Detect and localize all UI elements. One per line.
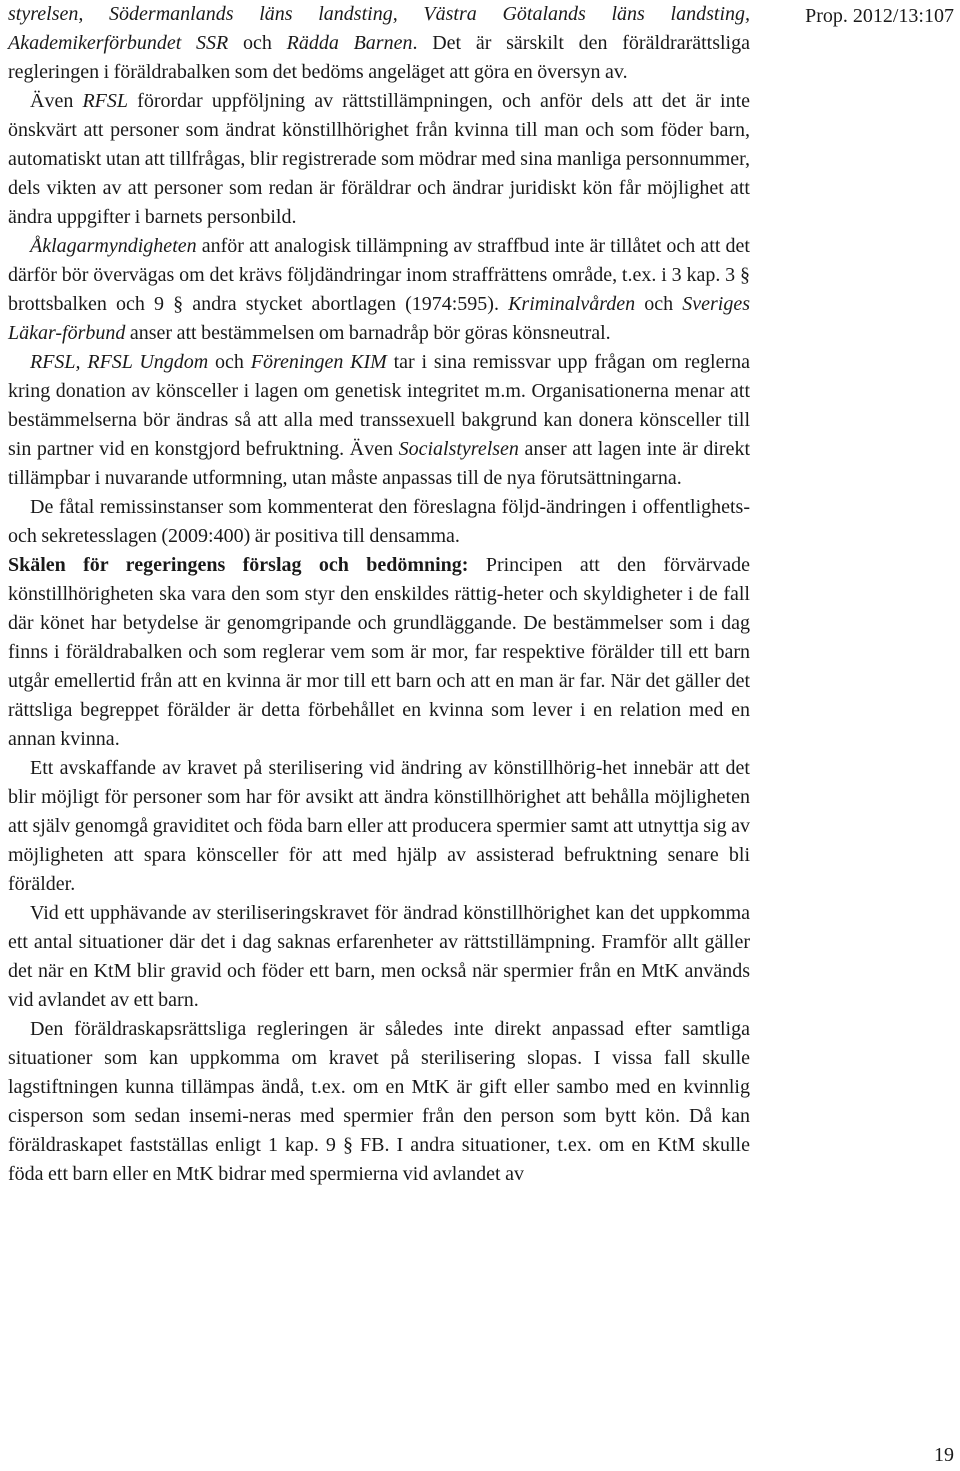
p7-text: Vid ett upphävande av steriliseringskravet för ändrad könstillhörighet kan det uppkomma ett antal situationer där det i dag saknas erfarenheter av rättstillämpning. Framför allt gäller det när en KtM blir gravid och föder ett barn, men också när spermier från en MtK används vid avlandet av ett barn.	[8, 902, 750, 1011]
p2-text-3: anser att bestämmelsen om barnadråp bör göras könsneutral.	[125, 322, 611, 344]
p2-text-2: och	[635, 293, 683, 315]
paragraph-2	[8, 232, 750, 348]
p4-text: De fåtal remissinstanser som kommenterat den föreslagna följd-ändringen i offentlighets- och sekretesslagen (2009:400) är positiva till densamma.	[8, 496, 750, 547]
p1-text-1: Även	[30, 90, 83, 112]
paragraph-6	[8, 754, 750, 899]
p3-text-2: tar i sina remissvar upp frågan om reglerna kring donation av könsceller i lagen om genetisk integritet m.m. Organisationerna menar att bestämmelserna bör ändras så att alla med transsexuell bakgrund kan donera könsceller till sin partner vid en konstgjord befruktning. Även	[8, 351, 750, 460]
paragraph-3	[8, 348, 750, 493]
paragraph-0	[8, 0, 750, 87]
paragraph-7	[8, 899, 750, 1015]
p1-text-2: förordar uppföljning av rättstillämpningen, och anför dels att det är inte önskvärt att personer som ändrat könstillhörighet från kvinna till man och som föder barn, automatiskt utan att tillfrågas, blir registrerade som mödrar med sina manliga personnummer, dels vikten av att personer som redan är föräldrar och ändrar juridiskt kön får möjlighet att ändra uppgifter i barnets personbild.	[8, 90, 751, 228]
p3-text-3: anser att lagen inte är direkt tillämpbar i nuvarande utformning, utan måste anpassas till de nya förutsättningarna.	[8, 438, 751, 489]
p3-org-1: RFSL, RFSL Ungdom	[30, 351, 209, 373]
p2-org-2: Kriminalvården	[508, 293, 636, 315]
paragraph-4	[8, 493, 750, 551]
p0-org: Rädda Barnen	[286, 32, 413, 54]
p5-text: Principen att den förvärvade könstillhörigheten ska vara den som styr den enskildes rättig-heter och skyldigheter i de fall där könet har betydelse är genomgripande och grundläggande. De bestämmelser som i dag finns i föräldrabalken och som reglerar vem som är mor, far respektive förälder till ett barn utgår emellertid från att en kvinna är mor till ett barn och att en man är far. När det gäller det rättsliga begreppet förälder är detta förbehållet en kvinna som lever i en relation med en annan kvinna.	[8, 554, 750, 750]
p3-text-1: och	[208, 351, 251, 373]
paragraph-1	[8, 87, 750, 232]
p2-org-1: Åklagarmyndigheten	[30, 235, 197, 257]
paragraph-5	[8, 551, 750, 754]
p8-text: Den föräldraskapsrättsliga regleringen är således inte direkt anpassad efter samtliga situationer som kan uppkomma om kravet på sterilisering slopas. I vissa fall skulle lagstiftningen kunna tillämpas ändå, t.ex. om en MtK är gift eller sambo med en kvinnlig cisperson som sedan insemi-neras med spermier från den person som bytt kön. Då kan föräldraskapet fastställas enligt 1 kap. 9 § FB. I andra situationer, t.ex. om en KtM skulle föda ett barn eller en MtK bidrar med spermierna vid avlandet av	[8, 1018, 750, 1185]
p0-orgs: styrelsen, Södermanlands läns landsting, Västra Götalands läns landsting, Akademikerförbundet SSR	[8, 3, 750, 54]
p2-text-1: anför att analogisk tillämpning av straffbud inte är tillåtet och att det därför bör övervägas om det krävs följdändringar inom straffrättens område, t.ex. i 3 kap. 3 § brottsbalken och 9 § andra stycket abortlagen (1974:595).	[8, 235, 750, 315]
p2-org-3: Sveriges Läkar-förbund	[8, 293, 750, 344]
document-reference: Prop. 2012/13:107	[805, 5, 954, 27]
p1-org: RFSL	[82, 90, 129, 112]
p3-org-2: Föreningen KIM	[250, 351, 387, 373]
p6-text: Ett avskaffande av kravet på sterilisering vid ändring av könstillhörig-het innebär att det blir möjligt för personer som har för avsikt att ändra könstillhörighet att behålla möjligheten att själv genomgå graviditet och föda barn eller att producera spermier samt att utnyttja sig av möjligheten att spara könsceller för att med hjälp av assisterad befruktning senare bli förälder.	[8, 757, 750, 895]
p0-text-2: . Det är särskilt den föräldrarättsliga regleringen i föräldrabalken som det bedöms angeläget att göra en översyn av.	[8, 32, 750, 83]
paragraph-8	[8, 1015, 750, 1189]
page-number: 19	[934, 1444, 954, 1466]
p5-heading: Skälen för regeringens förslag och bedömning:	[8, 554, 469, 576]
body-text	[8, 0, 750, 1189]
p3-org-3: Socialstyrelsen	[398, 438, 519, 460]
p0-text-1: och	[228, 32, 287, 54]
